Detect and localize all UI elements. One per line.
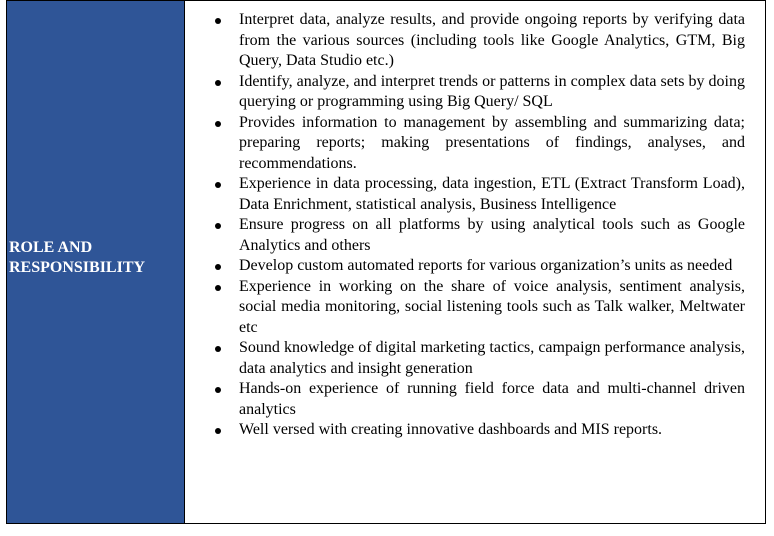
list-item: Develop custom automated reports for various organization’s units as needed — [215, 256, 745, 277]
section-label-cell — [7, 1, 185, 523]
section-label-line2: RESPONSIBILITY — [9, 259, 146, 276]
list-item: Experience in data processing, data ingestion, ETL (Extract Transform Load), Data Enrichment, statistical analysis, Business Intelligence — [215, 174, 745, 215]
list-item: Identify, analyze, and interpret trends or patterns in complex data sets by doing querying or programming using Big Query/ SQL — [215, 72, 745, 113]
list-item: Experience in working on the share of voice analysis, sentiment analysis, social media monitoring, social listening tools such as Talk walker, Meltwater etc — [215, 277, 745, 339]
section-label — [9, 238, 145, 278]
list-item: Interpret data, analyze results, and provide ongoing reports by verifying data from the various sources (including tools like Google Analytics, GTM, Big Query, Data Studio etc.) — [215, 10, 745, 72]
list-item: Sound knowledge of digital marketing tactics, campaign performance analysis, data analytics and insight generation — [215, 338, 745, 379]
section-label-line1: ROLE AND — [9, 239, 93, 256]
list-item: Well versed with creating innovative dashboards and MIS reports. — [215, 420, 745, 441]
role-responsibility-table — [6, 0, 766, 524]
list-item: Ensure progress on all platforms by using analytical tools such as Google Analytics and others — [215, 215, 745, 256]
responsibilities-cell — [185, 1, 765, 523]
list-item: Hands-on experience of running field force data and multi-channel driven analytics — [215, 379, 745, 420]
responsibilities-list — [215, 10, 745, 441]
list-item: Provides information to management by assembling and summarizing data; preparing reports; making presentations of findings, analyses, and recommendations. — [215, 113, 745, 175]
